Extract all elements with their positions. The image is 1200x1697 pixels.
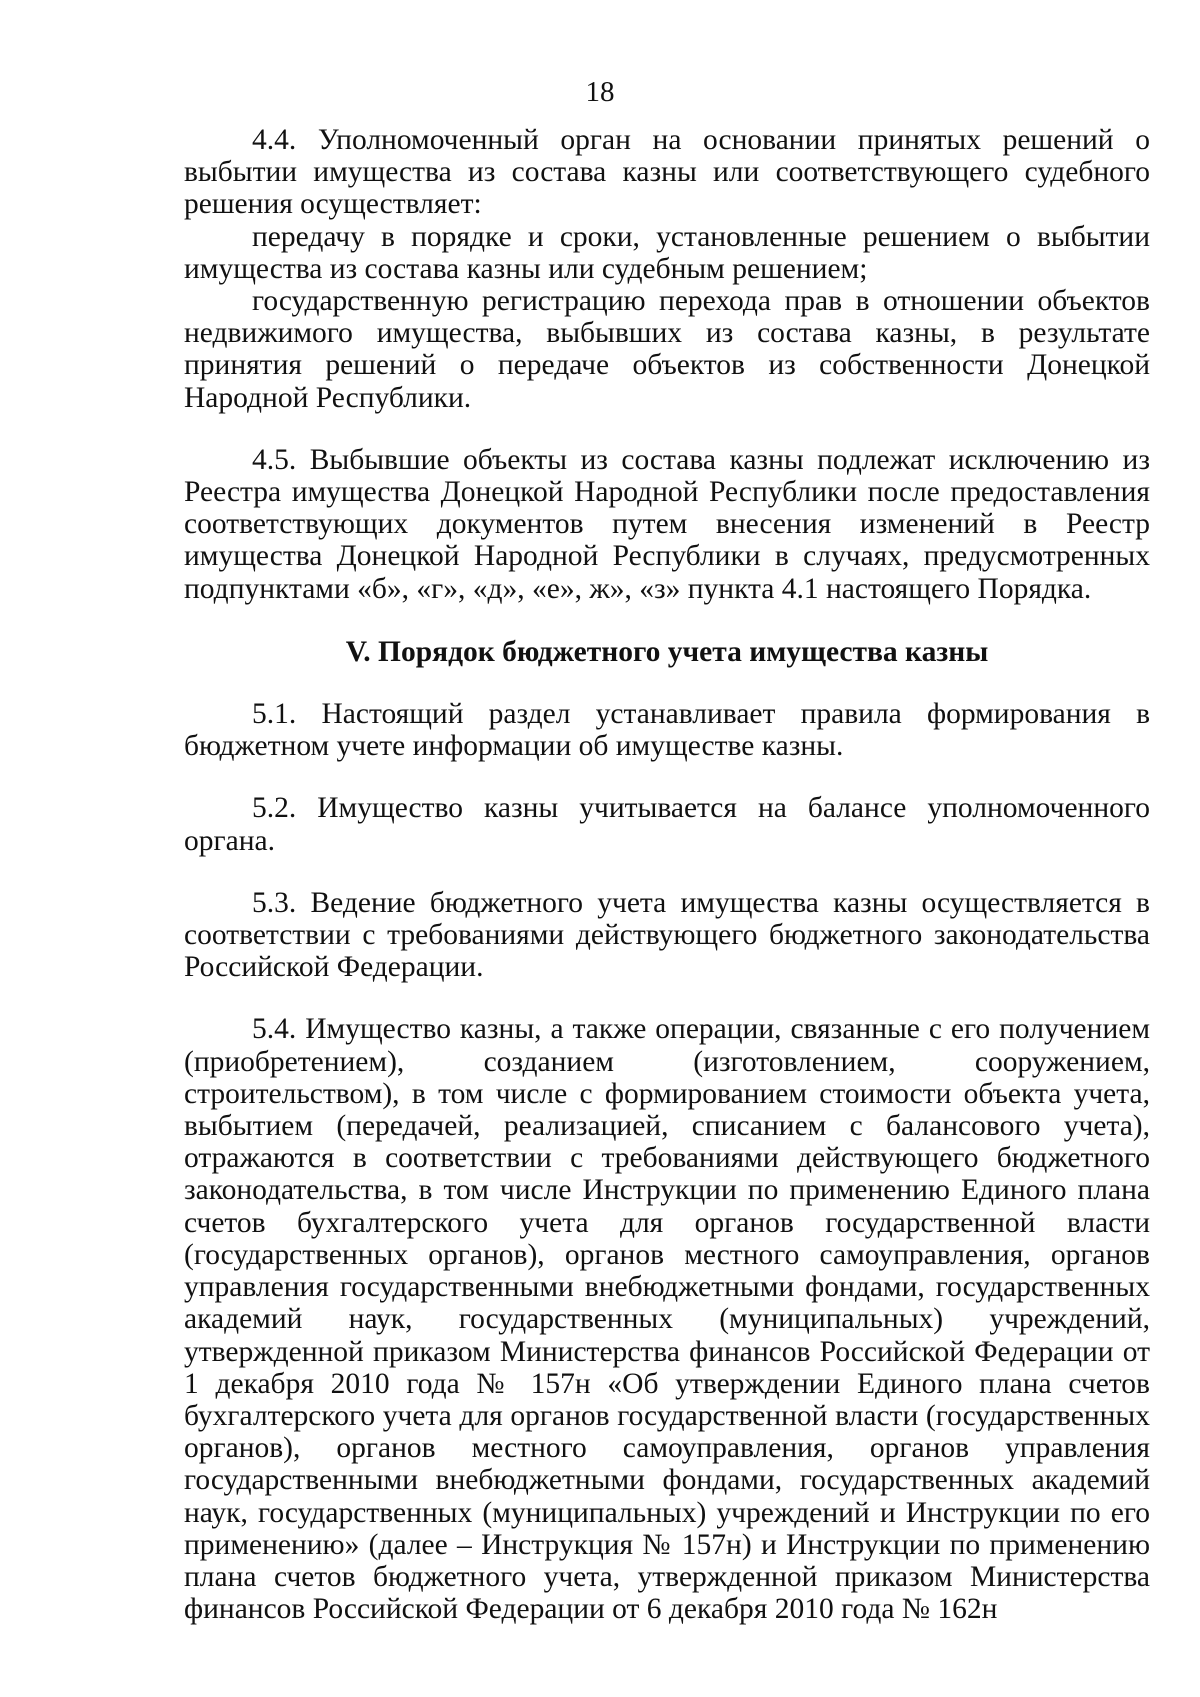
paragraph-transfer: передачу в порядке и сроки, установленные решением о выбытии имущества из состава казны или судебным решением; bbox=[184, 220, 1150, 285]
document-body bbox=[184, 124, 1150, 1625]
paragraph-5-1: 5.1. Настоящий раздел устанавливает правила формирования в бюджетном учете информации об имуществе казны. bbox=[184, 698, 1150, 763]
paragraph-5-2: 5.2. Имущество казны учитывается на балансе уполномоченного органа. bbox=[184, 792, 1150, 857]
page-number: 18 bbox=[585, 76, 615, 108]
paragraph-4-4: 4.4. Уполномоченный орган на основании принятых решений о выбытии имущества из состава казны или соответствующего судебного решения осуществляет: bbox=[184, 124, 1150, 221]
paragraph-5-3: 5.3. Ведение бюджетного учета имущества казны осуществляется в соответствии с требованиями действующего бюджетного законодательства Российской Федерации. bbox=[184, 886, 1150, 984]
paragraph-4-5: 4.5. Выбывшие объекты из состава казны подлежат исключению из Реестра имущества Донецкой Народной Республики после предоставления соответствующих документов путем внесения изменений в Реестр имущества Донецкой Народной Республики в случаях, предусмотренных подпунктами «б», «г», «д», «е», ж», «з» пункта 4.1 настоящего Порядка. bbox=[184, 443, 1150, 605]
section-heading: V. Порядок бюджетного учета имущества казны bbox=[345, 635, 989, 668]
paragraph-5-4: 5.4. Имущество казны, а также операции, связанные с его получением (приобретением), созданием (изготовлением, сооружением, строительством), в том числе с формированием стоимости объекта учета, выбытием (передачей, реализацией, списанием с балансового учета), отражаются в соответствии с требованиями действующего бюджетного законодательства, в том числе Инструкции по применению Единого плана счетов бухгалтерского учета для органов государственной власти (государственных органов), органов местного самоуправления, органов управления государственными внебюджетными фондами, государственных академий наук, государственных (муниципальных) учреждений, утвержденной приказом Министерства финансов Российской Федерации от 1 декабря 2010 года № 157н «Об утверждении Единого плана счетов бухгалтерского учета для органов государственной власти (государственных органов), органов местного самоуправления, органов управления государственными внебюджетными фондами, государственных академий наук, государственных (муниципальных) учреждений и Инструкции по его применению» (далее – Инструкция № 157н) и Инструкции по применению плана счетов бюджетного учета, утвержденной приказом Министерства финансов Российской Федерации от 6 декабря 2010 года № 162н bbox=[184, 1013, 1150, 1626]
paragraph-registration: государственную регистрацию перехода прав в отношении объектов недвижимого имущества, выбывших из состава казны, в результате принятия решений о передаче объектов из собственности Донецкой Народной Республики. bbox=[184, 285, 1150, 414]
